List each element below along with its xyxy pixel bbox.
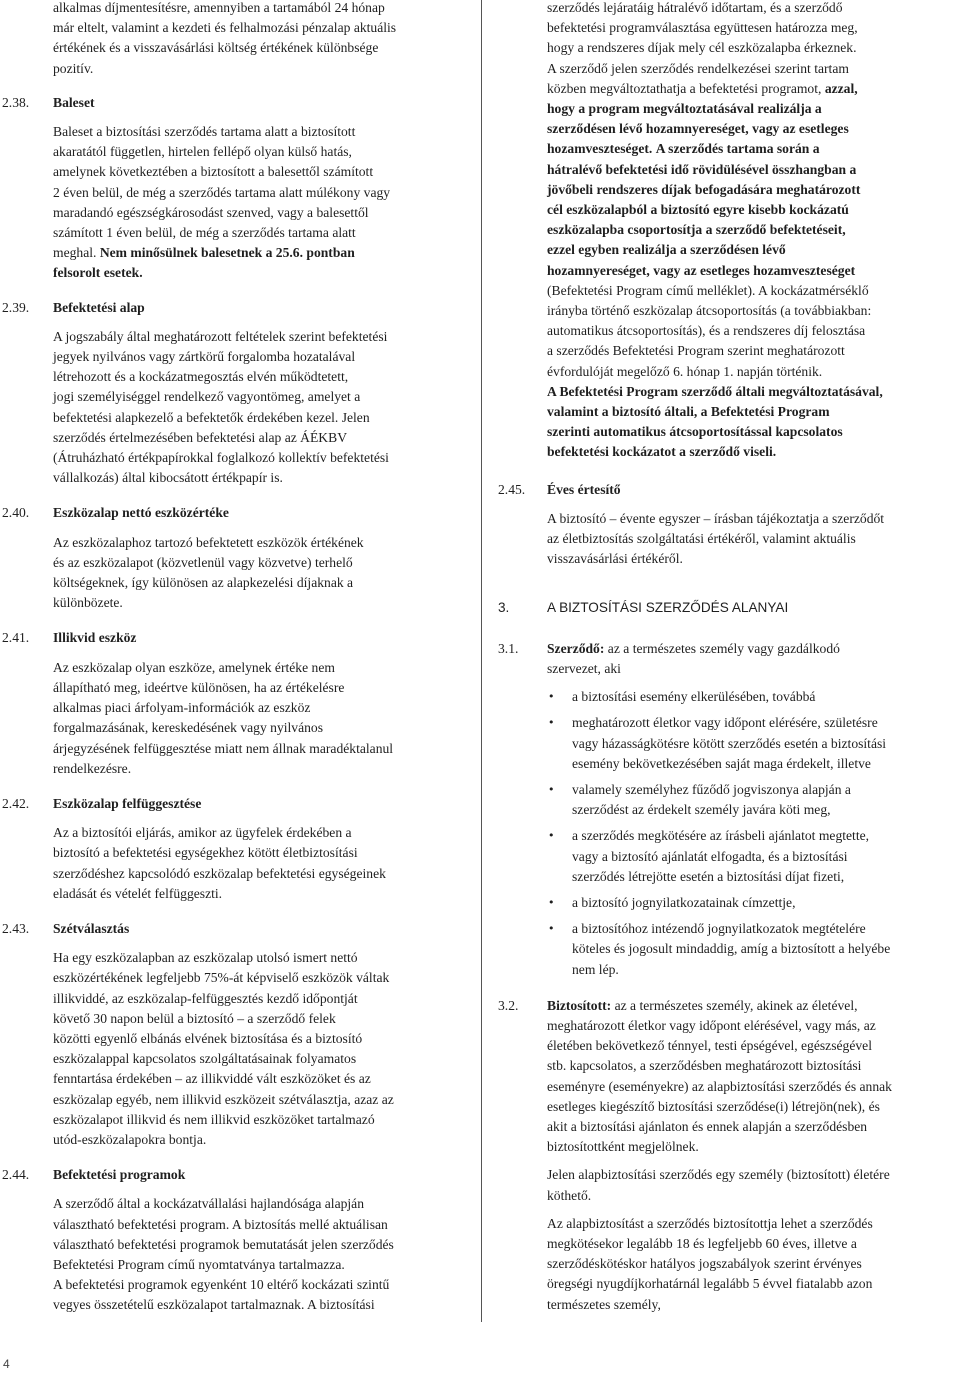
paragraph: Jelen alapbiztosítási szerződés egy személy (biztosított) életére köthető. xyxy=(547,1167,890,1203)
paragraph: Az alapbiztosítást a szerződés biztosítottja lehet a szerződés megkötésekor legalább 18 és legfeljebb 60 éves, illetve a szerződéskötéskor hatályos jogszabályok szerint érvényes öregségi nyugdíjkorhatárnál legalább 5 évvel fiatalabb azon természetes személy, xyxy=(547,1215,873,1312)
chapter-title: A BIZTOSÍTÁSI SZERZŐDÉS ALANYAI xyxy=(547,600,789,616)
page-number: 4 xyxy=(3,1357,10,1371)
section-2-40 xyxy=(0,503,462,613)
section-title: Befektetési alap xyxy=(53,299,145,315)
section-body: Baleset a biztosítási szerződés tartama alatt a biztosított akaratától független, hirtelen fellépő olyan külső hatás, amelynek következtében a biztosított a balesettől számított 2 éven belül, de még a szerződés tartama alatt múlékony vagy maradandó egészségkárosodást szenved, vagy a balesettől számított 1 éven belül, de még a szerződés tartama alatt meghal. Nem minősülnek balesetnek a 25.6. pontban felsorolt esetek. xyxy=(53,124,391,281)
section-title: Szétválasztás xyxy=(53,920,130,936)
term-label: Biztosított: xyxy=(547,997,612,1013)
section-body: A jogszabály által meghatározott feltételek szerint befektetési jegyek nyilvános vagy zártkörű forgalomba hozatalával létrehozott és a kockázatmegosztás elvén működtetett, jogi személyiséggel rendelkező vagyontömeg, amelyet a befektetési alapkezelő a befektetők érdekében kezel. Jelen szerződés értelmezésében befektetési alap az ÁÉKBV (Átruházható értékpapírokkal foglalkozó kollektív befektetési vállalkozás) által kibocsátott értékpapír is. xyxy=(53,328,389,486)
term-label: Szerződő: xyxy=(547,640,605,656)
list-item: • a biztosítóhoz intézendő jognyilatkozatok megtételére köteles és jogosult mindaddig, amíg a biztosított a helyébe nem lép. xyxy=(547,919,960,980)
continued-paragraph: szerződés lejáratáig hátralévő időtartam, és a szerződő befektetési programválasztása együttesen határozza meg, hogy a rendszeres díjak mely cél eszközalapba érkeznek. A szerződő jelen szerződés rendelkezései szerint tartam közben megváltoztathatja a befektetési programot, azzal, hogy a program megváltoztatásával realizálja a szerződésen lévő hozamnyereséget, vagy az esetleges hozamveszteséget. A szerződés tartama során a hátralévő befektetési idő rövidülésével összhangban a jövőbeli rendszeres díjak befogadására meghatározott cél eszközalapból a biztosító egyre kisebb kockázatú eszközalapba csoportosítja a szerződő befektetéseit, ezzel egyben realizálja a szerződésen lévő hozamnyereséget, vagy az esetleges hozamveszteséget (Befektetési Program című melléklet). A kockázatmérséklő irányba történő eszközalap átcsoportosítás (a továbbiakban: automatikus átcsoportosítás), és a rendszeres díj felosztása a szerződés Befektetési Program szerint meghatározott évfordulóját megelőző 6. hónap 1. napján történik. A Befektetési Program szerződő általi megváltoztatásával, valamint a biztosító általi, a Befektetési Program szerinti automatikus átcsoportosítással kapcsolatos befektetési kockázatot a szerződő viseli. xyxy=(547,0,883,460)
section-2-43 xyxy=(0,919,462,1150)
list-item: • a biztosító jognyilatkozatainak címzettje, xyxy=(547,893,960,913)
section-number: 2.41. xyxy=(2,630,30,646)
left-column xyxy=(0,0,462,1316)
section-title: Befektetési programok xyxy=(53,1167,186,1183)
section-2-44 xyxy=(0,1165,462,1315)
column-divider xyxy=(481,0,482,1322)
continued-paragraph: alkalmas díjmentesítésre, amennyiben a tartamából 24 hónap már eltelt, valamint a kezdeti és felhalmozási pénzalap aktuális értékének és a visszavásárlási költség értékének különbsége pozitív. xyxy=(53,0,397,76)
section-body: Az eszközalap olyan eszköze, amelynek értéke nem állapítható meg, ideértve különösen, ha az értékelésre alkalmas piaci árfolyam-információk az eszköz forgalmazásának, kereskedésének vagy nyilvános árjegyzésének felfüggesztése miatt nem állnak maradéktalanul rendelkezésre. xyxy=(53,659,394,776)
section-number: 3.1. xyxy=(498,640,519,656)
section-body: Az a biztosítói eljárás, amikor az ügyfelek érdekében a biztosító a befektetési egységekhez kötött életbiztosítási szerződéshez kapcsolódó eszközalap befektetési egységeinek eladását és vételét felfüggeszti. xyxy=(53,825,386,901)
section-title: Illikvid eszköz xyxy=(53,630,137,646)
section-title: Baleset xyxy=(53,94,95,110)
section-3-2: 3.2. Biztosított: az a természetes személy, akinek az életével, meghatározott életkor vagy időpont elérésével, vagy más, az életében bekövetkező ténnyel, testi épségével, egészségével stb. kapcsolatos, a szerződésben meghatározott biztosítási eseményre (eseményekre) az alapbiztosítási szerződés és annak esetleges kiegészítő biztosítási szerződése(i) létrejön(nek), és akit a biztosítási ajánlaton és ennek alapján a szerződésben biztosítottként megjelölnek. Jelen alapbiztosítási szerződés egy személy (biztosított) életére köthető. Az alapbiztosítást a szerződés biztosítottja lehet a szerződés megkötésekor legalább 18 és legfeljebb 60 éves, illetve a szerződéskötéskor hatályos jogszabályok szerint érvényes öregségi nyugdíjkorhatárnál legalább 5 évvel fiatalabb azon természetes személy, xyxy=(497,996,960,1315)
section-2-39 xyxy=(0,298,462,489)
bullet-list xyxy=(547,687,960,980)
list-item: • meghatározott életkor vagy időpont elérésére, születésre vagy házasságkötésre kötött szerződés esetén a biztosítási esemény bekövetkezésében saját maga érdekelt, illetve xyxy=(547,713,960,774)
section-2-41 xyxy=(0,628,462,778)
list-item: • valamely személyhez fűződő jogviszonya alapján a szerződést az érdekelt személy javára köti meg, xyxy=(547,780,960,820)
section-title: Éves értesítő xyxy=(547,481,621,497)
section-body: A biztosító – évente egyszer – írásban tájékoztatja a szerződőt az életbiztosítás szolgáltatási értékéről, valamint aktuális visszavásárlási értékéről. xyxy=(547,510,885,567)
section-2-42 xyxy=(0,794,462,904)
section-body: Az eszközalaphoz tartozó befektetett eszközök értékének és az eszközalapot (közvetlenül vagy közvetve) terhelő költségeknek, így különösen az alapkezelési díjaknak a különbözete. xyxy=(53,534,364,611)
section-body: Ha egy eszközalapban az eszközalap utolsó ismert nettó eszközértékének legfeljebb 75%-át képviselő eszközök válta​k illikviddé, az eszközalap-felfüggesztés kezdő időpontját követő 30 napon belül a biztosító – a szerződő felek közötti egyenlő elbánás elvének biztosítása és a biztosító eszközalappal kapcsolatos szolgáltatásainak folyamatos fenntartása érdekében – az illikviddé vált eszközöket és az eszközalap egyéb, nem illikvid eszközeit szétválasztja, azaz az eszközalapot illikvid és nem illikvid eszközöket tartalmazó utód-eszközalapokra bontja. xyxy=(53,950,394,1147)
section-number: 3.2. xyxy=(498,997,519,1013)
section-title: Eszközalap nettó eszközértéke xyxy=(53,505,229,521)
list-item: • a biztosítási esemény elkerülésében, továbbá xyxy=(547,687,960,707)
section-number: 2.40. xyxy=(2,505,30,521)
chapter-number: 3. xyxy=(498,600,510,616)
section-title: Eszközalap felfüggesztése xyxy=(53,795,202,811)
section-number: 2.42. xyxy=(2,795,30,811)
section-2-38 xyxy=(0,93,462,284)
section-number: 2.44. xyxy=(2,1167,30,1183)
right-column xyxy=(497,0,960,1315)
section-number: 2.45. xyxy=(498,481,526,497)
section-body: A szerződő által a kockázatvállalási hajlandósága alapján választható befektetési program. A biztosítás mellé aktuálisan választható befektetési programok bemutatását jelen szerződés Befektetési Program című nyomtatványa tartalmazza. A befektetési programok egyenként 10 eltérő kockázati szintű vegyes összetételű eszközalapot tartalmaznak. A biztosítási xyxy=(53,1196,394,1313)
section-number: 2.38. xyxy=(2,94,30,110)
section-3-1: 3.1. Szerződő: az a természetes személy vagy gazdálkodó szervezet, aki • a biztosítási esemény elkerülésében, továbbá • meghatározott életkor vagy időpont elérésére, születésre vagy házasságkötésre kötött szerződés esetén a biztosítási esemény bekövetkezésében saját maga érdekelt, illetve • valamely személyhez fűződő jogviszonya alapján a szerződést az érdekelt személy javára köti meg, • a szerződés megkötésére az írásbeli ajánlatot megtette, vagy a biztosító ajánlatát elfogadta, és a biztosítási szerződés létrejötte esetén a biztosítási díjat fizeti, • a biztosító jognyilatkozatainak címzettje, • a biztosítóhoz intézendő jognyilatkozatok megtételére köteles és jogosult mindaddig, amíg a biztosított a helyébe nem lép. xyxy=(497,639,960,980)
section-2-45 xyxy=(497,480,960,570)
section-number: 2.43. xyxy=(2,920,30,936)
list-item: • a szerződés megkötésére az írásbeli ajánlatot megtette, vagy a biztosító ajánlatát elfogadta, és a biztosítási szerződés létrejötte esetén a biztosítási díjat fizeti, xyxy=(547,826,960,887)
section-number: 2.39. xyxy=(2,299,30,315)
chapter-3-heading xyxy=(497,598,960,618)
